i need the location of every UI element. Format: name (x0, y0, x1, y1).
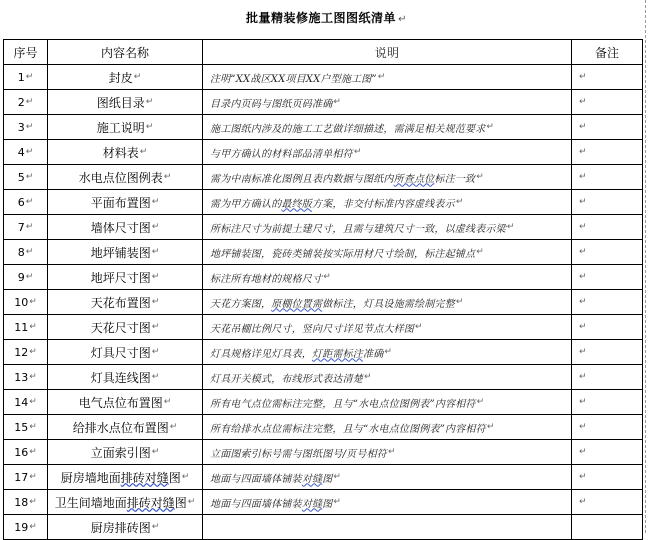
paragraph-mark-icon: ↵ (29, 322, 37, 332)
row-note (572, 465, 643, 490)
row-content-name (48, 465, 203, 490)
row-note (572, 265, 643, 290)
paragraph-mark-icon: ↵ (579, 472, 587, 482)
description-part: 目录内页码与图纸页码准确 (210, 98, 333, 110)
row-number (4, 90, 48, 115)
row-content-name (48, 265, 203, 290)
paragraph-mark-icon: ↵ (163, 172, 172, 182)
description-part: 灯距需标注 (312, 348, 363, 360)
row-number (4, 440, 48, 465)
content-name-text: 平面布置图 (90, 195, 151, 210)
row-number-text: 2 (17, 95, 25, 109)
table-row (4, 440, 643, 465)
row-note (572, 315, 643, 340)
paragraph-mark-icon: ↵ (181, 472, 190, 482)
row-content-name (48, 190, 203, 215)
description-part: 与甲方确认的材料部品清单相符 (210, 148, 353, 160)
content-name-text: 厨房排砖图 (90, 520, 151, 535)
paragraph-mark-icon: ↵ (579, 497, 587, 507)
paragraph-mark-icon: ↵ (579, 122, 587, 132)
description-part: 立面图索引标号需与图纸图号/页号相符 (210, 448, 387, 460)
description-part: 所有给排水点位需标注完整，且与“水电点位图例表”内容相符 (210, 423, 486, 435)
row-note (572, 490, 643, 515)
paragraph-mark-icon: ↵ (353, 147, 362, 157)
row-content-name (48, 365, 203, 390)
row-note (572, 390, 643, 415)
paragraph-mark-icon: ↵ (476, 172, 484, 182)
row-description (203, 140, 572, 165)
row-number (4, 115, 48, 140)
document-title (0, 9, 653, 26)
row-number-text: 8 (17, 245, 25, 259)
row-note (572, 415, 643, 440)
row-number (4, 240, 48, 265)
content-name-text: 立面索引图 (90, 445, 151, 460)
paragraph-mark-icon: ↵ (29, 472, 37, 482)
paragraph-mark-icon: ↵ (579, 147, 587, 157)
table-row (4, 490, 643, 515)
row-description (203, 290, 572, 315)
table-row (4, 290, 643, 315)
paragraph-mark-icon: ↵ (169, 422, 178, 432)
row-note (572, 365, 643, 390)
row-number-text: 13 (14, 370, 29, 384)
table-row (4, 215, 643, 240)
header-desc: 说明 (203, 40, 572, 65)
paragraph-mark-icon: ↵ (151, 222, 160, 232)
row-content-name (48, 515, 203, 540)
row-number (4, 515, 48, 540)
description-part: 灯具开关模式，布线形式表达清楚 (210, 373, 363, 385)
paragraph-mark-icon: ↵ (579, 422, 587, 432)
paragraph-mark-icon: ↵ (25, 197, 34, 207)
row-number (4, 190, 48, 215)
paragraph-mark-icon: ↵ (151, 272, 160, 282)
description-part: 天花吊棚比例尺寸，竖向尺寸详见节点大样图 (210, 323, 414, 335)
paragraph-mark-icon: ↵ (151, 247, 160, 257)
row-number (4, 415, 48, 440)
description-part: 图 (322, 473, 333, 485)
paragraph-mark-icon: ↵ (333, 472, 342, 482)
paragraph-mark-icon: ↵ (187, 497, 196, 507)
table-row (4, 190, 643, 215)
table-row (4, 240, 643, 265)
row-content-name (48, 240, 203, 265)
row-number (4, 65, 48, 90)
paragraph-mark-icon: ↵ (151, 372, 160, 382)
content-name-text: 给排水点位布置图 (72, 420, 169, 435)
row-note (572, 240, 643, 265)
document-title-text: 批量精装修施工图图纸清单 (246, 11, 397, 25)
content-name-text: 灯具尺寸图 (90, 345, 151, 360)
table-row (4, 340, 643, 365)
content-name-text: 地坪尺寸图 (90, 270, 151, 285)
description-part: 所查点位 (393, 173, 435, 185)
row-number-text: 1 (17, 70, 25, 84)
description-part: 图 (322, 498, 333, 510)
page-margin-guide (645, 0, 646, 533)
row-note (572, 90, 643, 115)
paragraph-mark-icon: ↵ (29, 422, 37, 432)
row-number-text: 4 (17, 145, 25, 159)
description-part: 标注一致 (434, 173, 476, 185)
row-number-text: 11 (14, 320, 29, 334)
description-part: 原棚位置需 (271, 298, 323, 310)
row-description (203, 415, 572, 440)
content-name-part: 排砖对缝 (126, 495, 175, 510)
paragraph-mark-icon: ↵ (579, 347, 587, 357)
table-row (4, 165, 643, 190)
table-row (4, 465, 643, 490)
row-content-name (48, 65, 203, 90)
content-name-text: 墙体尺寸图 (90, 220, 151, 235)
row-description (203, 165, 572, 190)
paragraph-mark-icon: ↵ (151, 522, 160, 532)
paragraph-mark-icon: ↵ (29, 397, 37, 407)
description-part: 对缝 (301, 498, 323, 510)
paragraph-mark-icon: ↵ (387, 447, 396, 457)
paragraph-mark-icon: ↵ (25, 172, 34, 182)
content-name-part: 厨房墙地面 (60, 470, 121, 485)
row-description (203, 115, 572, 140)
row-number (4, 290, 48, 315)
paragraph-mark-icon: ↵ (579, 397, 587, 407)
table-row (4, 90, 643, 115)
content-name-text: 天花布置图 (90, 295, 151, 310)
row-description (203, 390, 572, 415)
content-name-text: 材料表 (102, 145, 139, 160)
description-part: 做标注，灯具设施需绘制完整 (322, 298, 455, 310)
row-note (572, 190, 643, 215)
row-number (4, 165, 48, 190)
row-note (572, 140, 643, 165)
row-number-text: 12 (14, 345, 29, 359)
row-content-name (48, 490, 203, 515)
table-row (4, 390, 643, 415)
table-row (4, 415, 643, 440)
row-content-name (48, 440, 203, 465)
content-name-text: 灯具连线图 (90, 370, 151, 385)
paragraph-mark-icon: ↵ (29, 297, 37, 307)
row-note (572, 515, 643, 540)
row-content-name (48, 115, 203, 140)
content-name-text: 水电点位图例表 (78, 170, 163, 185)
paragraph-mark-icon: ↵ (151, 197, 160, 207)
row-description (203, 490, 572, 515)
paragraph-mark-icon: ↵ (579, 372, 587, 382)
paragraph-mark-icon: ↵ (25, 122, 34, 132)
paragraph-mark-icon: ↵ (476, 247, 484, 257)
paragraph-mark-icon: ↵ (398, 14, 407, 25)
description-part: 最终版 (281, 198, 313, 210)
table-row (4, 315, 643, 340)
paragraph-mark-icon: ↵ (29, 497, 37, 507)
row-description (203, 315, 572, 340)
description-part: 准确 (363, 348, 384, 360)
description-part: 所有电气点位需标注完整，且与“水电点位图例表”内容相符 (210, 398, 476, 410)
row-number (4, 315, 48, 340)
paragraph-mark-icon: ↵ (25, 247, 34, 257)
row-description (203, 465, 572, 490)
paragraph-mark-icon: ↵ (455, 297, 464, 307)
row-number (4, 215, 48, 240)
row-note (572, 440, 643, 465)
row-description (203, 340, 572, 365)
row-note (572, 290, 643, 315)
content-name-part: 图 (174, 495, 187, 510)
row-number (4, 490, 48, 515)
row-note (572, 340, 643, 365)
paragraph-mark-icon: ↵ (29, 347, 37, 357)
paragraph-mark-icon: ↵ (323, 272, 331, 282)
row-number-text: 15 (14, 420, 29, 434)
description-part: 对缝 (301, 473, 323, 485)
row-number-text: 3 (17, 120, 25, 134)
table-body (4, 65, 643, 540)
header-content: 内容名称 (48, 40, 203, 65)
table-row (4, 515, 643, 540)
paragraph-mark-icon: ↵ (579, 222, 587, 232)
row-number-text: 6 (17, 195, 25, 209)
paragraph-mark-icon: ↵ (25, 147, 34, 157)
paragraph-mark-icon: ↵ (25, 72, 34, 82)
row-number-text: 19 (14, 520, 29, 534)
description-part: 地坪铺装图，瓷砖类铺装按实际用材尺寸绘制，标注起铺点 (210, 248, 476, 260)
row-content-name (48, 340, 203, 365)
description-part: 方案，非交付标准内容虚线表示 (312, 198, 455, 210)
row-note (572, 165, 643, 190)
content-name-text: 封皮 (108, 70, 133, 85)
paragraph-mark-icon: ↵ (29, 372, 37, 382)
drawing-list-table (3, 39, 643, 540)
content-name-text: 图纸目录 (96, 95, 145, 110)
row-number (4, 465, 48, 490)
row-content-name (48, 140, 203, 165)
content-name-text: 电气点位布置图 (78, 395, 163, 410)
row-number-text: 14 (14, 395, 29, 409)
description-part: 地面与四面墙体铺装 (210, 473, 302, 485)
paragraph-mark-icon: ↵ (579, 272, 587, 282)
description-part: 所标注尺寸为前提土建尺寸，且需与建筑尺寸一致，以虚线表示梁 (210, 223, 506, 235)
paragraph-mark-icon: ↵ (145, 122, 154, 132)
table-header-row (4, 40, 643, 65)
table-row (4, 365, 643, 390)
description-part: 灯具规格详见灯具表， (210, 348, 312, 360)
row-number-text: 5 (17, 170, 25, 184)
table-row (4, 140, 643, 165)
paragraph-mark-icon: ↵ (163, 397, 172, 407)
row-number (4, 365, 48, 390)
paragraph-mark-icon: ↵ (133, 72, 142, 82)
table-row (4, 115, 643, 140)
paragraph-mark-icon: ↵ (579, 72, 587, 82)
row-description (203, 265, 572, 290)
description-part: 标注所有地材的规格尺寸 (210, 273, 323, 285)
paragraph-mark-icon: ↵ (145, 97, 154, 107)
paragraph-mark-icon: ↵ (377, 72, 386, 82)
paragraph-mark-icon: ↵ (139, 147, 148, 157)
row-number (4, 390, 48, 415)
paragraph-mark-icon: ↵ (579, 172, 587, 182)
row-content-name (48, 215, 203, 240)
description-part: 施工图纸内涉及的施工工艺做详细描述，需满足相关规范要求 (210, 123, 486, 135)
row-number (4, 265, 48, 290)
description-part: 需为中南标准化图例且表内数据与图纸内 (210, 173, 394, 185)
header-no: 序号 (4, 40, 48, 65)
paragraph-mark-icon: ↵ (25, 272, 34, 282)
paragraph-mark-icon: ↵ (579, 297, 587, 307)
table-row (4, 65, 643, 90)
description-part: 天花方案图， (210, 298, 272, 310)
row-content-name (48, 315, 203, 340)
paragraph-mark-icon: ↵ (476, 397, 485, 407)
paragraph-mark-icon: ↵ (579, 197, 587, 207)
description-part: 注明“XX战区XX项目XX户型施工图” (210, 73, 377, 85)
paragraph-mark-icon: ↵ (151, 447, 160, 457)
paragraph-mark-icon: ↵ (25, 97, 34, 107)
paragraph-mark-icon: ↵ (415, 322, 423, 332)
row-number-text: 18 (14, 495, 29, 509)
row-number (4, 140, 48, 165)
row-content-name (48, 415, 203, 440)
paragraph-mark-icon: ↵ (29, 447, 37, 457)
row-description (203, 65, 572, 90)
row-content-name (48, 390, 203, 415)
paragraph-mark-icon: ↵ (364, 372, 372, 382)
content-name-part: 卫生间墙地面 (54, 495, 127, 510)
row-content-name (48, 165, 203, 190)
row-description (203, 365, 572, 390)
paragraph-mark-icon: ↵ (579, 447, 587, 457)
paragraph-mark-icon: ↵ (151, 322, 160, 332)
header-note: 备注 (572, 40, 643, 65)
paragraph-mark-icon: ↵ (579, 322, 587, 332)
row-description (203, 90, 572, 115)
paragraph-mark-icon: ↵ (455, 197, 464, 207)
row-number-text: 16 (14, 445, 29, 459)
row-number (4, 340, 48, 365)
paragraph-mark-icon: ↵ (151, 347, 160, 357)
paragraph-mark-icon: ↵ (333, 497, 342, 507)
row-note (572, 115, 643, 140)
paragraph-mark-icon: ↵ (579, 97, 587, 107)
description-part: 需为甲方确认的 (210, 198, 282, 210)
paragraph-mark-icon: ↵ (151, 297, 160, 307)
paragraph-mark-icon: ↵ (25, 222, 34, 232)
row-description (203, 240, 572, 265)
content-name-text: 地坪铺装图 (90, 245, 151, 260)
row-description (203, 440, 572, 465)
description-part: 地面与四面墙体铺装 (210, 498, 302, 510)
content-name-part: 排砖对缝 (120, 470, 169, 485)
content-name-text: 施工说明 (96, 120, 145, 135)
paragraph-mark-icon: ↵ (579, 247, 587, 257)
paragraph-mark-icon: ↵ (384, 347, 393, 357)
paragraph-mark-icon: ↵ (486, 422, 495, 432)
table-row (4, 265, 643, 290)
row-note (572, 65, 643, 90)
row-content-name (48, 290, 203, 315)
paragraph-mark-icon: ↵ (506, 222, 515, 232)
paragraph-mark-icon: ↵ (486, 122, 495, 132)
row-number-text: 9 (17, 270, 25, 284)
row-description (203, 515, 572, 540)
content-name-part: 图 (168, 470, 181, 485)
row-description (203, 190, 572, 215)
row-content-name (48, 90, 203, 115)
content-name-text: 天花尺寸图 (90, 320, 151, 335)
row-description (203, 215, 572, 240)
row-note (572, 215, 643, 240)
paragraph-mark-icon: ↵ (333, 97, 342, 107)
row-number-text: 7 (17, 220, 25, 234)
row-number-text: 17 (14, 470, 29, 484)
paragraph-mark-icon: ↵ (29, 522, 37, 532)
row-number-text: 10 (14, 295, 29, 309)
